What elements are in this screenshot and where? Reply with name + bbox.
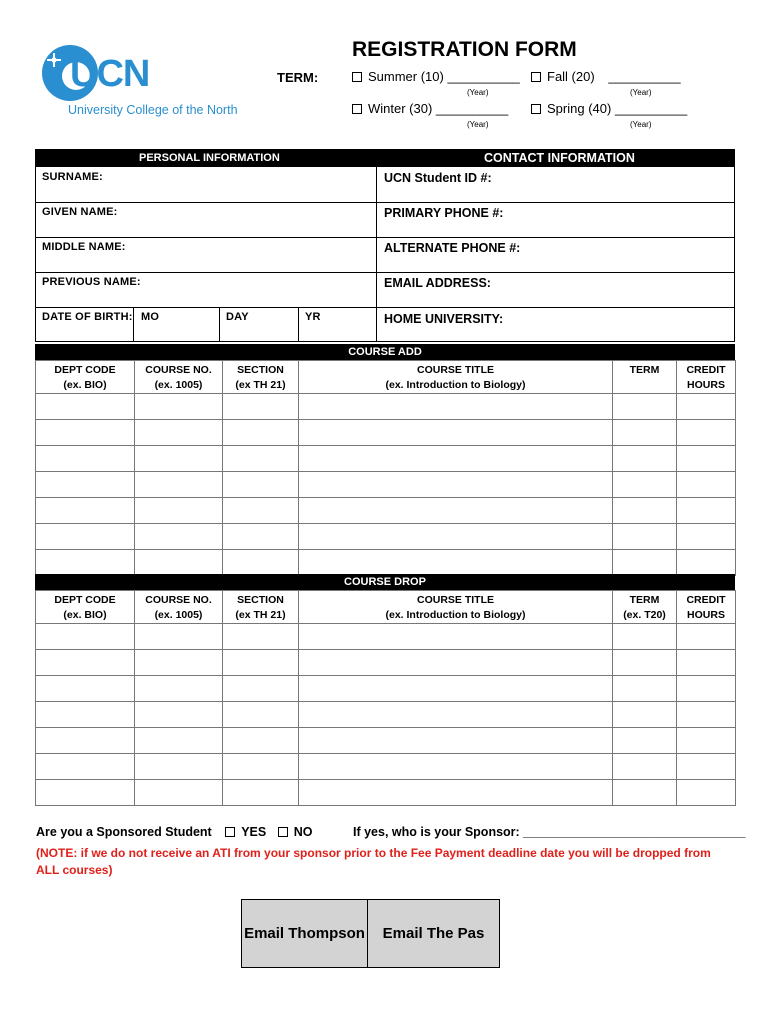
- table-cell[interactable]: [677, 650, 736, 676]
- col-dept-code: DEPT CODE (ex. BIO): [36, 361, 135, 394]
- table-cell[interactable]: [223, 754, 299, 780]
- middle-name-field[interactable]: MIDDLE NAME:: [42, 241, 126, 253]
- table-row[interactable]: [36, 702, 736, 728]
- table-cell[interactable]: [613, 550, 677, 576]
- table-cell[interactable]: [613, 624, 677, 650]
- table-cell[interactable]: [613, 472, 677, 498]
- course-drop-header: COURSE DROP: [35, 574, 735, 590]
- table-cell[interactable]: [223, 498, 299, 524]
- col-section: SECTION (ex TH 21): [223, 361, 299, 394]
- table-cell[interactable]: [36, 754, 135, 780]
- col-credit-hours: CREDIT HOURS: [677, 361, 736, 394]
- table-cell[interactable]: [135, 754, 223, 780]
- course-add-table: [35, 360, 736, 576]
- table-cell[interactable]: [135, 472, 223, 498]
- col-course-no: COURSE NO. (ex. 1005): [135, 361, 223, 394]
- course-add-header: COURSE ADD: [35, 344, 735, 360]
- sponsor-no-label: NO: [293, 825, 313, 839]
- table-cell[interactable]: [135, 420, 223, 446]
- sponsor-name-field[interactable]: If yes, who is your Sponsor: ________________________________: [353, 825, 746, 839]
- table-cell[interactable]: [135, 524, 223, 550]
- course-drop-table: [35, 590, 736, 806]
- table-cell[interactable]: [36, 498, 135, 524]
- email-thompson-button[interactable]: Email Thompson: [241, 899, 368, 968]
- table-cell[interactable]: [613, 676, 677, 702]
- table-row[interactable]: [36, 754, 736, 780]
- col-credit-hours: CREDIT HOURS: [677, 591, 736, 624]
- table-cell[interactable]: [677, 728, 736, 754]
- col-course-no: COURSE NO. (ex. 1005): [135, 591, 223, 624]
- table-cell[interactable]: [36, 446, 135, 472]
- table-cell[interactable]: [36, 394, 135, 420]
- table-cell[interactable]: [613, 420, 677, 446]
- table-cell[interactable]: [613, 702, 677, 728]
- table-cell[interactable]: [36, 550, 135, 576]
- table-cell[interactable]: [299, 624, 613, 650]
- table-cell[interactable]: [299, 728, 613, 754]
- table-cell[interactable]: [135, 650, 223, 676]
- sponsor-question: Are you a Sponsored Student: [36, 825, 212, 839]
- table-cell[interactable]: [299, 702, 613, 728]
- table-cell[interactable]: [677, 446, 736, 472]
- fall-checkbox[interactable]: [531, 72, 541, 82]
- table-cell[interactable]: [299, 550, 613, 576]
- table-row[interactable]: [36, 624, 736, 650]
- table-cell[interactable]: [613, 754, 677, 780]
- table-cell[interactable]: [613, 650, 677, 676]
- table-cell[interactable]: [223, 650, 299, 676]
- table-cell[interactable]: [223, 676, 299, 702]
- table-cell[interactable]: [613, 446, 677, 472]
- table-cell[interactable]: [299, 472, 613, 498]
- spring-checkbox[interactable]: [531, 104, 541, 114]
- table-row[interactable]: [36, 728, 736, 754]
- email-address-field[interactable]: EMAIL ADDRESS:: [384, 276, 491, 290]
- table-cell[interactable]: [223, 624, 299, 650]
- table-cell[interactable]: [677, 394, 736, 420]
- table-row[interactable]: [36, 446, 736, 472]
- sponsor-no-checkbox[interactable]: [278, 827, 288, 837]
- col-course-title: COURSE TITLE (ex. Introduction to Biology): [299, 591, 613, 624]
- logo-wordmark: UCN: [70, 53, 150, 95]
- sponsor-yes-checkbox[interactable]: [225, 827, 235, 837]
- table-cell[interactable]: [223, 420, 299, 446]
- table-cell[interactable]: [135, 676, 223, 702]
- sponsor-row: [36, 825, 312, 839]
- table-cell[interactable]: [677, 498, 736, 524]
- table-cell[interactable]: [135, 780, 223, 806]
- table-cell[interactable]: [223, 446, 299, 472]
- table-row[interactable]: [36, 650, 736, 676]
- table-cell[interactable]: [135, 446, 223, 472]
- table-cell[interactable]: [36, 728, 135, 754]
- spring-year-caption: (Year): [630, 120, 652, 129]
- surname-field[interactable]: SURNAME:: [42, 171, 103, 183]
- table-cell[interactable]: [223, 728, 299, 754]
- table-cell[interactable]: [299, 780, 613, 806]
- given-name-field[interactable]: GIVEN NAME:: [42, 206, 118, 218]
- table-row[interactable]: [36, 524, 736, 550]
- col-term: TERM (ex. T20): [613, 591, 677, 624]
- table-row[interactable]: [36, 550, 736, 576]
- info-divider: [376, 167, 377, 341]
- table-cell[interactable]: [677, 550, 736, 576]
- previous-name-field[interactable]: PREVIOUS NAME:: [42, 276, 141, 288]
- col-course-title: COURSE TITLE (ex. Introduction to Biology): [299, 361, 613, 394]
- table-cell[interactable]: [677, 676, 736, 702]
- table-cell[interactable]: [36, 472, 135, 498]
- winter-checkbox[interactable]: [352, 104, 362, 114]
- table-cell[interactable]: [36, 524, 135, 550]
- table-cell[interactable]: [299, 394, 613, 420]
- dob-label: DATE OF BIRTH:: [42, 311, 133, 323]
- sponsor-note-line-2: ALL courses): [36, 863, 113, 877]
- page-title: REGISTRATION FORM: [352, 38, 577, 61]
- term-option-summer[interactable]: Summer (10) __________: [352, 69, 520, 84]
- table-cell[interactable]: [613, 524, 677, 550]
- table-cell[interactable]: [677, 780, 736, 806]
- table-cell[interactable]: [677, 702, 736, 728]
- table-cell[interactable]: [223, 524, 299, 550]
- ucn-logo: [36, 40, 266, 120]
- table-cell[interactable]: [677, 524, 736, 550]
- table-cell[interactable]: [135, 498, 223, 524]
- table-cell[interactable]: [135, 550, 223, 576]
- table-cell[interactable]: [223, 702, 299, 728]
- sponsor-yes-label: YES: [241, 825, 267, 839]
- term-option-fall[interactable]: Fall (20) __________: [531, 69, 681, 84]
- table-cell[interactable]: [135, 394, 223, 420]
- home-university-field[interactable]: HOME UNIVERSITY:: [384, 312, 504, 326]
- winter-year-caption: (Year): [467, 120, 489, 129]
- table-cell[interactable]: [36, 650, 135, 676]
- dob-month-field[interactable]: MO: [141, 311, 160, 323]
- table-row[interactable]: [36, 498, 736, 524]
- table-cell[interactable]: [223, 780, 299, 806]
- course-drop-header-row: [36, 591, 736, 624]
- summer-checkbox[interactable]: [352, 72, 362, 82]
- col-dept-code: DEPT CODE (ex. BIO): [36, 591, 135, 624]
- table-cell[interactable]: [677, 754, 736, 780]
- table-cell[interactable]: [677, 472, 736, 498]
- table-row[interactable]: [36, 472, 736, 498]
- contact-info-header: CONTACT INFORMATION: [484, 151, 635, 165]
- table-row[interactable]: [36, 780, 736, 806]
- dob-year-field[interactable]: YR: [305, 311, 321, 323]
- table-cell[interactable]: [36, 676, 135, 702]
- table-cell[interactable]: [223, 472, 299, 498]
- table-cell[interactable]: [223, 550, 299, 576]
- table-cell[interactable]: [299, 754, 613, 780]
- email-the-pas-button[interactable]: Email The Pas: [367, 899, 500, 968]
- table-cell[interactable]: [36, 780, 135, 806]
- course-add-header-row: [36, 361, 736, 394]
- personal-info-header: PERSONAL INFORMATION: [139, 152, 280, 164]
- alternate-phone-field[interactable]: ALTERNATE PHONE #:: [384, 241, 521, 255]
- sponsor-note-line-1: (NOTE: if we do not receive an ATI from your sponsor prior to the Fee Payment deadline date you will be dropped from: [36, 846, 711, 860]
- table-cell[interactable]: [299, 650, 613, 676]
- table-cell[interactable]: [135, 624, 223, 650]
- table-cell[interactable]: [223, 394, 299, 420]
- fall-year-caption: (Year): [630, 88, 652, 97]
- table-cell[interactable]: [135, 702, 223, 728]
- summer-year-caption: (Year): [467, 88, 489, 97]
- table-row[interactable]: [36, 420, 736, 446]
- col-term: TERM: [613, 361, 677, 394]
- table-cell[interactable]: [613, 498, 677, 524]
- table-cell[interactable]: [36, 624, 135, 650]
- table-cell[interactable]: [613, 728, 677, 754]
- term-option-winter[interactable]: Winter (30) __________: [352, 101, 508, 116]
- logo-subtitle: University College of the North: [68, 103, 238, 117]
- table-cell[interactable]: [299, 676, 613, 702]
- table-cell[interactable]: [677, 624, 736, 650]
- table-cell[interactable]: [299, 498, 613, 524]
- primary-phone-field[interactable]: PRIMARY PHONE #:: [384, 206, 504, 220]
- table-cell[interactable]: [299, 524, 613, 550]
- col-section: SECTION (ex TH 21): [223, 591, 299, 624]
- table-cell[interactable]: [135, 728, 223, 754]
- info-section: [35, 149, 735, 342]
- dob-day-field[interactable]: DAY: [226, 311, 249, 323]
- table-cell[interactable]: [299, 446, 613, 472]
- info-header-bar: [36, 150, 734, 167]
- table-cell[interactable]: [36, 420, 135, 446]
- table-cell[interactable]: [677, 420, 736, 446]
- table-cell[interactable]: [613, 780, 677, 806]
- student-id-field[interactable]: UCN Student ID #:: [384, 171, 492, 185]
- table-cell[interactable]: [299, 420, 613, 446]
- term-option-spring[interactable]: Spring (40) __________: [531, 101, 687, 116]
- table-cell[interactable]: [613, 394, 677, 420]
- term-label: TERM:: [277, 70, 319, 85]
- table-cell[interactable]: [36, 702, 135, 728]
- table-row[interactable]: [36, 676, 736, 702]
- table-row[interactable]: [36, 394, 736, 420]
